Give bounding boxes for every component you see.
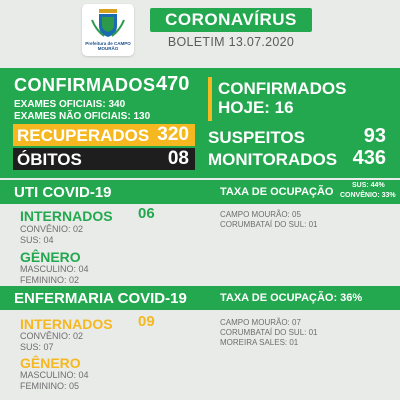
page-title: CORONAVÍRUS (165, 10, 297, 29)
enfermaria-header-bar (0, 286, 400, 310)
recuperados-value: 320 (157, 124, 189, 145)
uti-taxa-label: TAXA DE OCUPAÇÃO (220, 186, 334, 198)
uti-internados-label: INTERNADOS (20, 208, 113, 224)
enfermaria-internados-label: INTERNADOS (20, 316, 113, 332)
confirmados-hoje-line1: CONFIRMADOS (218, 79, 347, 98)
suspeitos-label: SUSPEITOS (208, 128, 305, 147)
enfermaria-cidade-2: CORUMBATAÍ DO SUL: 01 (220, 328, 318, 337)
confirmados-label: CONFIRMADOS (14, 75, 156, 95)
confirmados-hoje-divider (208, 77, 212, 121)
uti-genero-label: GÊNERO (20, 249, 81, 265)
uti-header-bar (0, 180, 400, 204)
enfermaria-sus: SUS: 07 (20, 342, 54, 352)
confirmados-hoje-line2: HOJE: 16 (218, 98, 294, 117)
uti-cidade-2: CORUMBATAÍ DO SUL: 01 (220, 220, 318, 229)
uti-masculino: MASCULINO: 04 (20, 264, 89, 274)
enfermaria-convenio: CONVÊNIO: 02 (20, 331, 84, 341)
enfermaria-masculino: MASCULINO: 04 (20, 370, 89, 380)
uti-taxa-sus: SUS: 44% (352, 182, 385, 189)
suspeitos-value: 93 (363, 125, 386, 147)
confirmados-value: 470 (156, 73, 190, 95)
uti-convenio: CONVÊNIO: 02 (20, 224, 84, 234)
title-banner (150, 8, 312, 32)
exames-oficiais: EXAMES OFICIAIS: 340 (14, 99, 126, 110)
uti-internados-value: 06 (138, 205, 155, 222)
obitos-label: ÓBITOS (17, 150, 82, 169)
enfermaria-cidade-3: MOREIRA SALES: 01 (220, 338, 299, 347)
recuperados-bar (13, 124, 195, 146)
recuperados-label: RECUPERADOS (17, 126, 150, 145)
enfermaria-internados-value: 09 (138, 313, 155, 330)
uti-title: UTI COVID-19 (14, 184, 112, 201)
obitos-value: 08 (167, 148, 189, 169)
logo-text: Prefeitura de CAMPO MOURÃO (85, 41, 131, 51)
enfermaria-feminino: FEMININO: 05 (20, 381, 80, 391)
enfermaria-title: ENFERMARIA COVID-19 (14, 290, 187, 307)
exames-nao-oficiais: EXAMES NÃO OFICIAIS: 130 (14, 111, 151, 122)
enfermaria-cidade-1: CAMPO MOURÃO: 07 (220, 318, 301, 327)
uti-sus: SUS: 04 (20, 235, 54, 245)
monitorados-value: 436 (352, 147, 386, 169)
monitorados-label: MONITORADOS (208, 150, 338, 169)
enfermaria-genero-label: GÊNERO (20, 355, 81, 371)
uti-taxa-convenio: CONVÊNIO: 33% (340, 192, 396, 199)
stats-panel (0, 68, 400, 178)
coat-of-arms-icon (82, 6, 134, 42)
uti-feminino: FEMININO: 02 (20, 275, 80, 285)
city-logo (82, 4, 134, 56)
obitos-bar (13, 148, 195, 170)
bulletin-date: BOLETIM 13.07.2020 (167, 35, 295, 49)
uti-cidade-1: CAMPO MOURÃO: 05 (220, 210, 301, 219)
enfermaria-taxa: TAXA DE OCUPAÇÃO: 36% (220, 292, 363, 304)
